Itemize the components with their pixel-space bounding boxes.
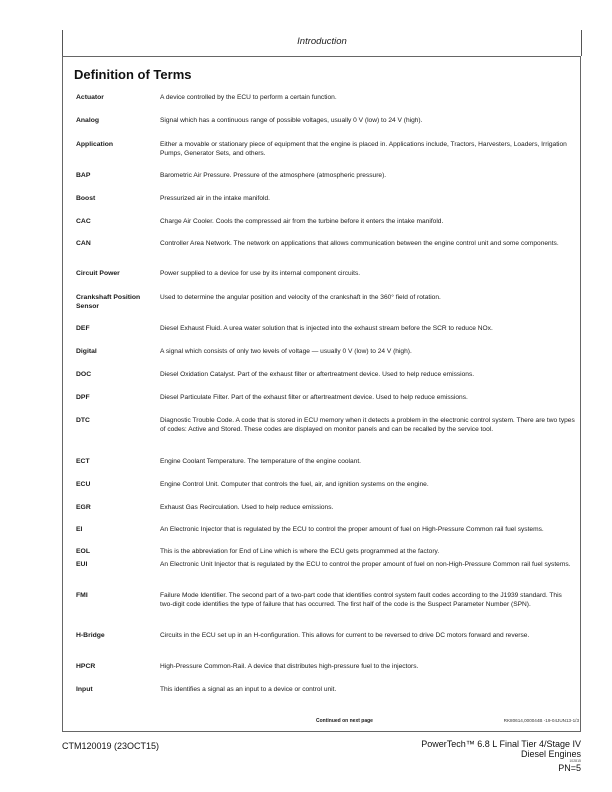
term-row [76,347,576,356]
term-definition: Either a movable or stationary piece of equipment that the engine is placed in. Applications include, Tractors, Harvesters, Loaders, Irrigation Pumps, Generator Sets, and others. [160,141,567,157]
term-definition: Engine Control Unit. Computer that controls the fuel, air, and ignition systems on the engine. [160,481,429,488]
term-definition: Failure Mode Identifier. The second part of a two-part code that identifies control system fault codes according to the J1939 standard. This two-digit code identifies the type of failure that has occurred. The first half of the code is the Suspect Parameter Number (SPN). [160,592,562,608]
term-definition: Diesel Particulate Filter. Part of the exhaust filter or aftertreatment device. Used to help reduce emissions. [160,394,468,401]
term-definition: A device controlled by the ECU to perform a certain function. [160,94,337,101]
term-name: EUI [76,561,88,568]
product-title-line2: Diesel Engines [520,749,581,759]
term-row [76,457,576,466]
term-name: EOL [76,548,90,555]
term-definition: High-Pressure Common-Rail. A device that distributes high-pressure fuel to the injectors. [160,663,419,670]
term-name: H-Bridge [76,632,105,639]
term-name: Input [76,686,93,693]
term-row [76,393,576,402]
term-row [76,324,576,333]
term-name: EGR [76,504,91,511]
term-name: Actuator [76,94,104,101]
term-name: Circuit Power [76,270,120,277]
reference-id: RK80614,000044B -19-04JUN13-1/3 [503,718,579,723]
revision-code: 102815 [569,759,581,763]
section-header: Introduction [297,36,347,47]
term-definition: Diagnostic Trouble Code. A code that is stored in ECU memory when it detects a problem in the electronic control system. There are two types of codes: Active and Stored. These codes are displayed on monitor panels and can be recalled by the service tool. [160,417,575,433]
term-name: DOC [76,371,92,378]
term-row [76,591,576,609]
term-row [76,631,576,640]
term-name: DPF [76,394,90,401]
document-number: CTM120019 (23OCT15) [62,741,160,751]
term-row [76,140,576,158]
footer-product-block [421,739,581,773]
continued-note: Continued on next page [316,718,373,724]
term-definition: Circuits in the ECU set up in an H-configuration. This allows for current to be reversed to drive DC motors forward and reverse. [160,632,530,639]
term-definition: Diesel Exhaust Fluid. A urea water solution that is injected into the exhaust stream before the SCR to reduce NOx. [160,325,493,332]
term-row [76,171,576,180]
term-definition: Charge Air Cooler. Cools the compressed air from the turbine before it enters the intake manifold. [160,218,444,225]
term-row [76,116,576,125]
term-row [76,370,576,379]
term-name: ECT [76,458,90,465]
term-row [76,480,576,489]
term-name: DEF [76,325,90,332]
term-definition: Pressurized air in the intake manifold. [160,195,270,202]
term-row [76,560,576,569]
term-row [76,503,576,512]
product-title-line1: PowerTech™ 6.8 L Final Tier 4/Stage IV [421,739,581,749]
term-row [76,217,576,226]
term-row [76,525,576,534]
term-name: HPCR [76,663,96,670]
term-row [76,194,576,203]
term-definition: An Electronic Injector that is regulated by the ECU to control the proper amount of fuel on High-Pressure Common rail fuel systems. [160,526,544,533]
page-number: PN=5 [558,763,581,773]
term-row [76,685,576,694]
term-name: DTC [76,417,90,424]
term-row [76,93,576,102]
term-definition: Diesel Oxidation Catalyst. Part of the exhaust filter or aftertreatment device. Used to help reduce emissions. [160,371,475,378]
term-name: EI [76,526,83,533]
term-name: Application [76,141,114,148]
term-definition: Power supplied to a device for use by its internal component circuits. [160,270,361,277]
term-definition: This identifies a signal as an input to a device or control unit. [160,686,337,693]
page-title: Definition of Terms [74,67,192,82]
term-row [76,416,576,434]
term-definition: Engine Coolant Temperature. The temperature of the engine coolant. [160,458,361,465]
term-definition: An Electronic Unit Injector that is regulated by the ECU to control the proper amount of fuel on non-High-Pressure Common rail fuel systems. [160,561,571,568]
term-name: Digital [76,348,97,355]
term-definition: Barometric Air Pressure. Pressure of the atmosphere (atmospheric pressure). [160,172,387,179]
term-definition: This is the abbreviation for End of Line which is where the ECU gets programmed at the factory. [160,548,440,555]
term-name: Boost [76,195,96,202]
term-name: BAP [76,172,91,179]
term-row [76,269,576,278]
term-name: ECU [76,481,91,488]
term-row [76,662,576,671]
term-name: CAC [76,218,91,225]
term-name: Crankshaft Position Sensor [76,294,141,310]
term-definition: Signal which has a continuous range of possible voltages, usually 0 V (low) to 24 V (high). [160,117,423,124]
term-definition: Controller Area Network. The network on applications that allows communication between the engine control unit and some components. [160,240,559,247]
term-row [76,239,576,248]
term-name: FMI [76,592,88,599]
term-definition: Used to determine the angular position and velocity of the crankshaft in the 360° field of rotation. [160,294,441,301]
term-row [76,547,576,556]
term-definition: A signal which consists of only two levels of voltage — usually 0 V (low) to 24 V (high). [160,348,412,355]
term-definition: Exhaust Gas Recirculation. Used to help reduce emissions. [160,504,334,511]
term-name: Analog [76,117,100,124]
term-name: CAN [76,240,91,247]
term-row [76,293,576,311]
